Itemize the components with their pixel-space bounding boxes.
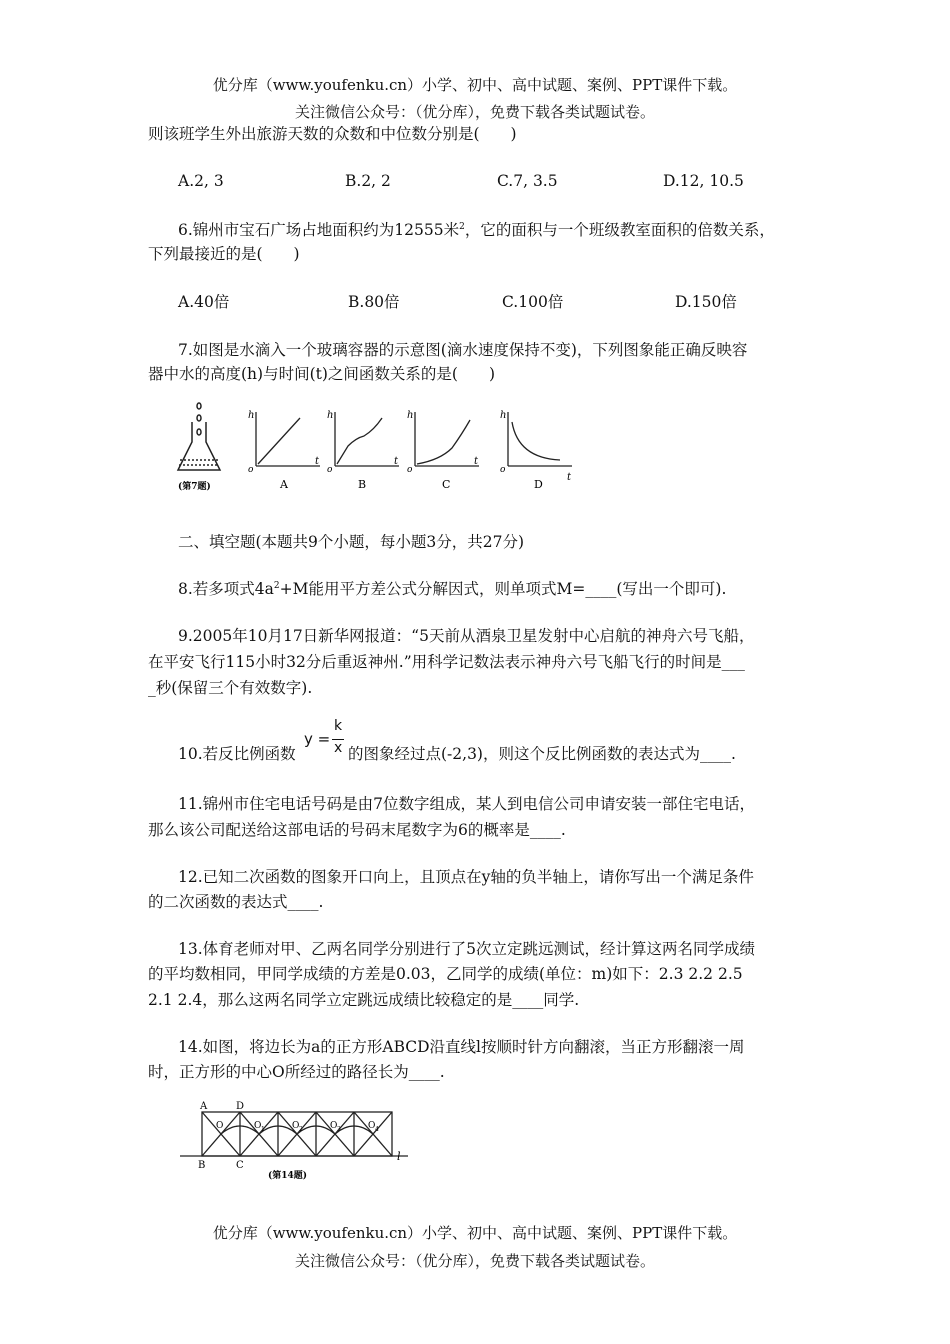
q14-figure <box>180 1098 420 1182</box>
page-header-line1: 优分库（www.youfenku.cn）小学、初中、高中试题、案例、PPT课件下载。 <box>212 76 738 94</box>
graph-a-o: o <box>248 465 254 475</box>
q6-option-b: B.80倍 <box>348 293 400 311</box>
q7-figure-caption: (第7题) <box>178 482 211 492</box>
graph-c-o: o <box>407 465 413 475</box>
q9-line2: 在平安飞行115小时32分后重返神州.”用科学记数法表示神舟六号飞船飞行的时间是___ <box>148 653 745 671</box>
q6-line2: 下列最接近的是( ) <box>148 245 300 263</box>
graph-c-label: C <box>442 478 451 491</box>
q12-line2: 的二次函数的表达式____. <box>148 893 324 911</box>
graph-d <box>508 412 572 466</box>
label-a: A <box>200 1101 208 1112</box>
graph-d-label: D <box>534 478 543 491</box>
q14-figure-caption: (第14题) <box>268 1171 308 1181</box>
q13-line2: 的平均数相同，甲同学成绩的方差是0.03，乙同学的成绩(单位：m)如下：2.3 2.2 2.5 <box>148 965 743 983</box>
q7-line1: 7.如图是水滴入一个玻璃容器的示意图(滴水速度保持不变)，下列图象能正确反映容 <box>178 341 748 359</box>
center-o2-sub: 2 <box>299 1126 303 1133</box>
graph-b-label: B <box>358 478 367 491</box>
q14-line1: 14.如图，将边长为a的正方形ABCD沿直线l按顺时针方向翻滚，当正方形翻滚一周 <box>178 1038 745 1056</box>
q10-formula-denominator: x <box>334 740 343 756</box>
q12-line1: 12.已知二次函数的图象开口向上，且顶点在y轴的负半轴上，请你写出一个满足条件 <box>178 868 754 886</box>
page-header-line2: 关注微信公众号：（优分库），免费下载各类试题试卷。 <box>294 103 655 121</box>
center-o3-sub: 3 <box>337 1126 341 1133</box>
graph-c-t: t <box>474 456 479 467</box>
graph-c-h: h <box>407 410 414 421</box>
q8-text: 8.若多项式$4a^2+M$能用平方差公式分解因式，则单项式M=____(写出一个即可). <box>178 580 727 598</box>
q5-option-b: B.2, 2 <box>345 172 391 190</box>
q5-option-c: C.7, 3.5 <box>497 172 558 190</box>
label-c: C <box>236 1160 244 1171</box>
graph-b-o: o <box>327 465 333 475</box>
q10-text-a: 10.若反比例函数 <box>178 745 296 763</box>
page-footer-line1: 优分库（www.youfenku.cn）小学、初中、高中试题、案例、PPT课件下载。 <box>212 1224 738 1242</box>
graph-b-h: h <box>327 410 334 421</box>
label-l: l <box>397 1150 401 1163</box>
graph-a <box>256 412 320 466</box>
graph-d-t: t <box>567 472 572 483</box>
label-b: B <box>198 1160 206 1171</box>
q5-option-d: D.12, 10.5 <box>663 172 744 190</box>
q13-line3: 2.1 2.4，那么这两名同学立定跳远成绩比较稳定的是____同学. <box>148 991 580 1009</box>
q14-line2: 时，正方形的中心O所经过的路径长为____. <box>148 1063 445 1081</box>
q6-option-a: A.40倍 <box>178 293 230 311</box>
q7-figure <box>170 400 590 500</box>
q5-stem: 则该班学生外出旅游天数的众数和中位数分别是( ) <box>148 125 517 143</box>
graph-a-label: A <box>280 478 288 491</box>
q7-line2: 器中水的高度(h)与时间(t)之间函数关系的是( ) <box>148 365 495 383</box>
q11-line2: 那么该公司配送给这部电话的号码末尾数字为6的概率是____. <box>148 821 566 839</box>
flask-diagram <box>178 403 220 470</box>
center-o3: O <box>330 1121 338 1131</box>
q10-formula-numerator: k <box>334 718 343 734</box>
graph-b-t: t <box>394 456 399 467</box>
center-o2: O <box>292 1121 300 1131</box>
q10-text-b: 的图象经过点(-2,3)，则这个反比例函数的表达式为____. <box>348 745 736 763</box>
graph-d-o: o <box>500 465 506 475</box>
center-o4: O <box>368 1121 376 1131</box>
center-o1-sub: 1 <box>261 1126 265 1133</box>
graph-c <box>415 412 479 466</box>
q6-option-d: D.150倍 <box>675 293 737 311</box>
q9-line1: 9.2005年10月17日新华网报道：“5天前从酒泉卫星发射中心启航的神舟六号飞船， <box>178 627 755 645</box>
q9-line3: _秒(保留三个有效数字). <box>148 679 313 697</box>
q6-option-c: C.100倍 <box>502 293 564 311</box>
graph-d-h: h <box>500 410 507 421</box>
q6-line1: 6.锦州市宝石广场占地面积约为12555米$^2$，它的面积与一个班级教室面积的倍数关系， <box>178 221 775 239</box>
section-2-heading: 二、填空题(本题共9个小题，每小题3分，共27分) <box>178 533 525 551</box>
page-footer-line2: 关注微信公众号：（优分库），免费下载各类试题试卷。 <box>294 1252 655 1270</box>
graph-a-t: t <box>315 456 320 467</box>
q11-line1: 11.锦州市住宅电话号码是由7位数字组成，某人到电信公司申请安装一部住宅电话， <box>178 795 756 813</box>
q13-line1: 13.体育老师对甲、乙两名同学分别进行了5次立定跳远测试，经计算这两名同学成绩 <box>178 940 756 958</box>
center-o4-sub: 4 <box>375 1126 379 1133</box>
q10-formula-y: y = <box>304 730 331 748</box>
q5-option-a: A.2, 3 <box>178 172 224 190</box>
center-o: O <box>216 1121 224 1131</box>
graph-a-h: h <box>248 410 255 421</box>
center-o1: O <box>254 1121 262 1131</box>
q10-formula <box>304 718 350 762</box>
label-d: D <box>236 1101 245 1112</box>
graph-b <box>335 412 399 466</box>
